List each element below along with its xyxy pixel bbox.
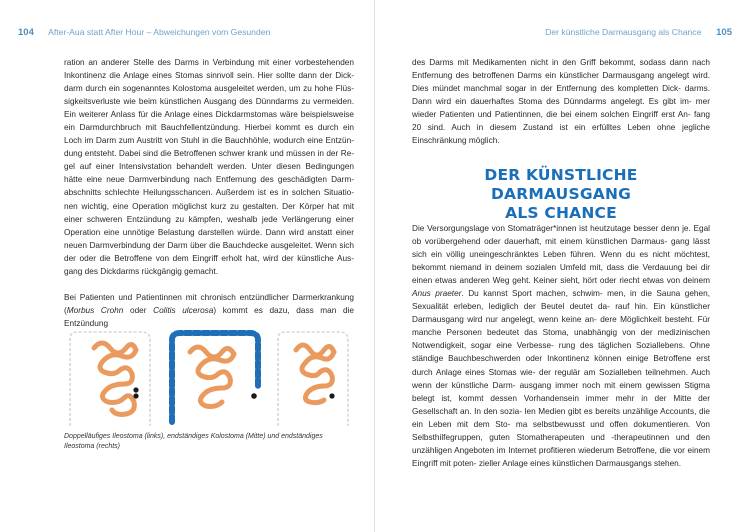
text-line: ausgang immer noch mit einem gewissen Stigma belegt ist, kommt dessen xyxy=(412,380,711,403)
right-running-header xyxy=(545,27,732,38)
text-line: darm durch ein sogenanntes Kolostoma ausgeleitet werden, um zu hohe Flüs- xyxy=(64,84,354,94)
section-headline xyxy=(412,166,710,223)
text-line: Inkontinenz die Anlage eines Stomas sinnvoll sein. Hier sollte dann der Dick- xyxy=(64,71,354,81)
text-line: gel auf einer Intensivstation behandelt werden. Unter diesen Bedingungen xyxy=(64,162,354,172)
figure-end-colostomy xyxy=(172,333,258,422)
right-paragraph-2 xyxy=(412,222,710,470)
text-fragment: ( xyxy=(64,305,67,315)
text-line: rung des täglichen Soziallebens. Ohne ständige Bauchbeschwerden oder xyxy=(412,341,711,364)
stoma-dot xyxy=(329,393,334,398)
small-intestine xyxy=(94,343,136,415)
term-colitis-ulcerosa: Colitis ulcerosa xyxy=(153,305,214,315)
stoma-dot xyxy=(251,393,257,399)
figure-caption: Doppelläufiges Ileostoma (links), endständiges Kolostoma (Mitte) und endständiges Ileostoma (rechts) xyxy=(64,433,323,450)
text-line: gang des Dickdarms rückgängig gemacht. xyxy=(64,266,219,276)
small-intestine xyxy=(296,345,334,403)
colon-outline xyxy=(278,332,348,426)
text-line: fang 20 sind. Auch in diesem Zustand ist ein erfülltes Leben ohne jegliche xyxy=(412,110,710,133)
text-line: dung entsteht. Dabei sind die Betroffenen schwer krank und müssen in der Re- xyxy=(64,149,354,159)
figure-end-ileostomy xyxy=(278,332,348,426)
text-line: der regulär am Sozialleben teilnehmen. Auch wenn der künstliche Darm- xyxy=(412,367,711,390)
text-line: Vorhandensein immer mehr in der Mitte der Gesellschaft an. In den sozia- xyxy=(412,393,711,416)
right-paragraph-1 xyxy=(412,56,710,147)
text-line: mer wieder Patienten und Patientinnen, die bei einem solchen Eingriff erst An- xyxy=(412,97,710,120)
text-line: der oder die Betroffene von dem Eingriff erholt hat, wird der künstliche Aus- xyxy=(64,253,354,263)
text-line: Inkontinenz können einige Betroffene erst durch Anlage eines Stomas wie- xyxy=(412,354,710,377)
text-line: Verdauung bei dir einen etwas anderen Weg geht. Keiner sieht, hört oder xyxy=(412,263,710,286)
right-page-number: 105 xyxy=(716,27,732,38)
right-body-text-top xyxy=(412,56,710,147)
text-line: Einschränkung möglich. xyxy=(412,136,500,146)
small-intestine xyxy=(190,347,234,407)
text-line: men, in die Sauna gehen, Sexualität erleben, lediglich der Beutel deutet da- xyxy=(412,289,710,312)
stoma-illustration xyxy=(64,330,354,426)
text-line: hätte eine neue Darmverbindung nach Entfernung des geschädigten Darm- xyxy=(64,175,354,185)
text-line: rauf hin. Ein künstlicher Darmausgang wird nur angelegt, wenn keine an- xyxy=(412,302,710,325)
text-line: ration an anderer Stelle des Darms in Verbindung mit einer vorbestehenden xyxy=(64,58,354,67)
stoma-dot xyxy=(133,393,138,398)
right-running-title: Der künstliche Darmausgang als Chance xyxy=(545,27,702,37)
text-line: dere Möglichkeit besteht. Für manche Personen bedeutet das Stoma, xyxy=(412,315,710,338)
text-line: des Darms mit Medikamenten nicht in den Griff bekommt, sodass dann nach xyxy=(412,58,710,67)
left-body-text xyxy=(64,56,354,330)
left-running-header xyxy=(18,27,270,38)
text-fragment: ) kommt es dazu, dass man die Entzündung xyxy=(64,305,354,328)
term-morbus-crohn: Morbus Crohn xyxy=(66,305,124,315)
text-line: Loch im Darm zum Austritt von Stuhl in die Bauchhöhle, wodurch eine Entzün- xyxy=(64,136,354,146)
text-line: ma selbstbewusst und offen dokumentieren. Von Selbsthilfegruppen, guten xyxy=(412,419,711,442)
text-line: sigkeitsverluste wie beim künstlichen Ausgang des Dünndarms zu vermeiden. xyxy=(64,97,354,107)
left-page-number: 104 xyxy=(18,27,34,38)
text-line: nicht möchtest, bekommt niemand in deinem sozialen Umfeld mit, dass die xyxy=(412,250,711,273)
text-line: darms. Dann wird ein dauerhaftes Stoma des Dünndarms angelegt. Es gibt im- xyxy=(412,84,710,107)
headline-line-2: ALS CHANCE xyxy=(505,204,617,222)
text-line: wird. Dies mündet manchmal sogar in der Entfernung des kompletten Dick- xyxy=(412,71,710,94)
text-line: neuen Darmverbindung der Darm über die Bauchdecke ausgeleitet. Wenn sich xyxy=(64,240,354,250)
text-line: ein Darmdurchbruch mit Bauchfellentzündung. Hierbei kommt es durch ein xyxy=(64,123,354,133)
text-line: Ein weiterer Anlass für die Anlage eines Dickdarmstomas wäre beispielsweise xyxy=(64,110,354,120)
term-anus-praeter: Anus praeter xyxy=(412,289,462,299)
left-paragraph-2 xyxy=(64,291,354,330)
text-fragment: oder xyxy=(123,305,154,315)
text-line: Egal ob vorübergehend oder dauerhaft, mit einem künstlichen Darmaus- xyxy=(412,224,710,247)
text-line: unabhängig von der medizinischen Notwendigkeit, sogar eine Verbesse- xyxy=(412,328,711,351)
stoma-dot xyxy=(133,387,138,392)
text-line: gang lässt sich ein völlig uneingeschränktes Leben führen. Wenn du es xyxy=(412,237,710,260)
text-line: Entfernung des betroffenen Darms ein künstlicher Darmausgang angelegt xyxy=(412,71,690,81)
text-line: einer schweren Entzündung zu kämpfen, weshalb jede Verlängerung einer xyxy=(64,214,354,224)
figure-double-barrel-ileostomy xyxy=(70,332,150,426)
text-line: abschnitts schlechte Heilungsschancen. Außerdem ist es in solchen Situatio- xyxy=(64,188,354,198)
left-paragraph-1 xyxy=(64,56,354,278)
text-line: Die Versorgungslage von Stomaträger*innen ist heutzutage besser denn je. xyxy=(412,224,691,233)
left-running-title: After-Aua statt After Hour – Abweichungen vom Gesunden xyxy=(48,27,271,37)
headline-line-1: DER KÜNSTLICHE DARMAUSGANG xyxy=(484,166,638,203)
text-fragment: riecht etwas von deinem xyxy=(619,276,711,286)
text-line: Internet profitieren wiederum Betroffene, die vor einem Eingriff mit poten- xyxy=(412,445,711,468)
text-line: zieller Anlage eines künstlichen Darmausgangs stehen. xyxy=(478,458,682,468)
right-body-text-bottom xyxy=(412,222,710,470)
text-line: len Medien gibt es bereits unzählige Accounts, die ein Leben mit dem Sto- xyxy=(412,406,711,429)
text-line: nen wichtig, eine Operation möglichst kurz zu gestalten. Der Körper hat mit xyxy=(64,201,354,211)
text-line: Operation eine unnötige Belastung darstellen würde. Dann wird anstatt einer xyxy=(64,227,354,237)
text-line: Stomatherapeuten und -therapeutinnen und den unzähligen Angeboten im xyxy=(412,432,710,455)
text-line: Bei Patienten und Patientinnen mit chronisch entzündlicher Darmerkrankung xyxy=(64,292,354,302)
text-fragment: . Du kannst Sport machen, schwim- xyxy=(461,289,603,299)
